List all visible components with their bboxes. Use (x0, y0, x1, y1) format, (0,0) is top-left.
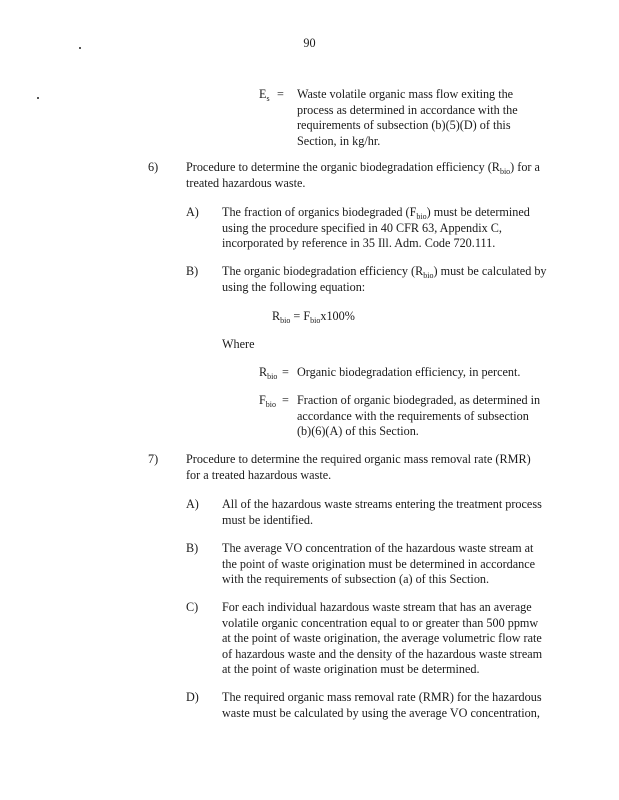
page-number: 90 (303, 36, 316, 50)
fbio-equals: = (282, 393, 289, 407)
item-7c-line: of hazardous waste and the density of the hazardous waste stream (222, 647, 543, 661)
item-7c-line: at the point of waste origination must be determined. (222, 662, 480, 676)
item-6b-letter: B) (186, 264, 199, 278)
es-equals: = (277, 87, 284, 101)
es-def-line: requirements of subsection (b)(5)(D) of this (297, 118, 511, 132)
item-7b-line: The average VO concentration of the hazardous waste stream at (222, 541, 534, 555)
item-7b-line: the point of waste origination must be determined in accordance (222, 557, 536, 571)
item-7b-line: with the requirements of subsection (a) of this Section. (222, 572, 490, 586)
rbio-equals: = (282, 365, 289, 379)
item-6a-line: using the procedure specified in 40 CFR 63, Appendix C, (222, 221, 502, 235)
item-6-heading: Procedure to determine the organic biodegradation efficiency $(R_{bio})$ for a (186, 160, 540, 176)
fbio-symbol: $F_{bio}$ (259, 393, 277, 409)
item-7-heading-line: for a treated hazardous waste. (186, 468, 332, 482)
item-7-number: 7) (148, 452, 159, 466)
item-7d-letter: D) (186, 690, 199, 704)
item-7b-letter: B) (186, 541, 199, 555)
es-def-line: Section, in kg/hr. (297, 134, 381, 148)
es-def-line: Waste volatile organic mass flow exiting the (297, 87, 514, 101)
item-7c-line: at the point of waste origination, the average volumetric flow rate (222, 631, 542, 645)
item-6a-line: The fraction of organics biodegraded $(F_{bio})$ must be determined (222, 205, 530, 221)
fbio-def-line: accordance with the requirements of subsection (297, 409, 529, 423)
item-6-number: 6) (148, 160, 159, 174)
fbio-def-line: Fraction of organic biodegraded, as determined in (297, 393, 541, 407)
item-7a-letter: A) (186, 497, 199, 511)
item-7a-line: All of the hazardous waste streams entering the treatment process (222, 497, 542, 511)
item-7c-line: volatile organic concentration equal to or greater than 500 ppmw (222, 616, 539, 630)
item-6b-line: using the following equation: (222, 280, 366, 294)
rbio-def-line: Organic biodegradation efficiency, in percent. (297, 365, 521, 379)
item-7-heading-line: Procedure to determine the required organic mass removal rate (RMR) (186, 452, 531, 466)
biodegradation-equation: $R_{bio} = F_{bio}x100\%$ (272, 309, 355, 325)
item-7a-line: must be identified. (222, 513, 314, 527)
item-6-heading-line: treated hazardous waste. (186, 176, 306, 190)
item-7d-line: The required organic mass removal rate (RMR) for the hazardous (222, 690, 542, 704)
item-6a-line: incorporated by reference in 35 Ill. Adm. Code 720.111. (222, 236, 496, 250)
scan-speck (79, 47, 81, 49)
item-6a-letter: A) (186, 205, 199, 219)
item-7c-letter: C) (186, 600, 199, 614)
rbio-symbol: $R_{bio}$ (259, 365, 278, 381)
es-symbol: $E_s$ (259, 87, 270, 103)
item-6b-line: The organic biodegradation efficiency $(R_{bio})$ must be calculated by (222, 264, 547, 280)
fbio-def-line: (b)(6)(A) of this Section. (297, 424, 419, 438)
item-7c-line: For each individual hazardous waste stream that has an average (222, 600, 532, 614)
scan-speck (37, 97, 39, 99)
item-7d-line: waste must be calculated by using the average VO concentration, (222, 706, 540, 720)
es-def-line: process as determined in accordance with the (297, 103, 518, 117)
where-label: Where (222, 337, 255, 351)
